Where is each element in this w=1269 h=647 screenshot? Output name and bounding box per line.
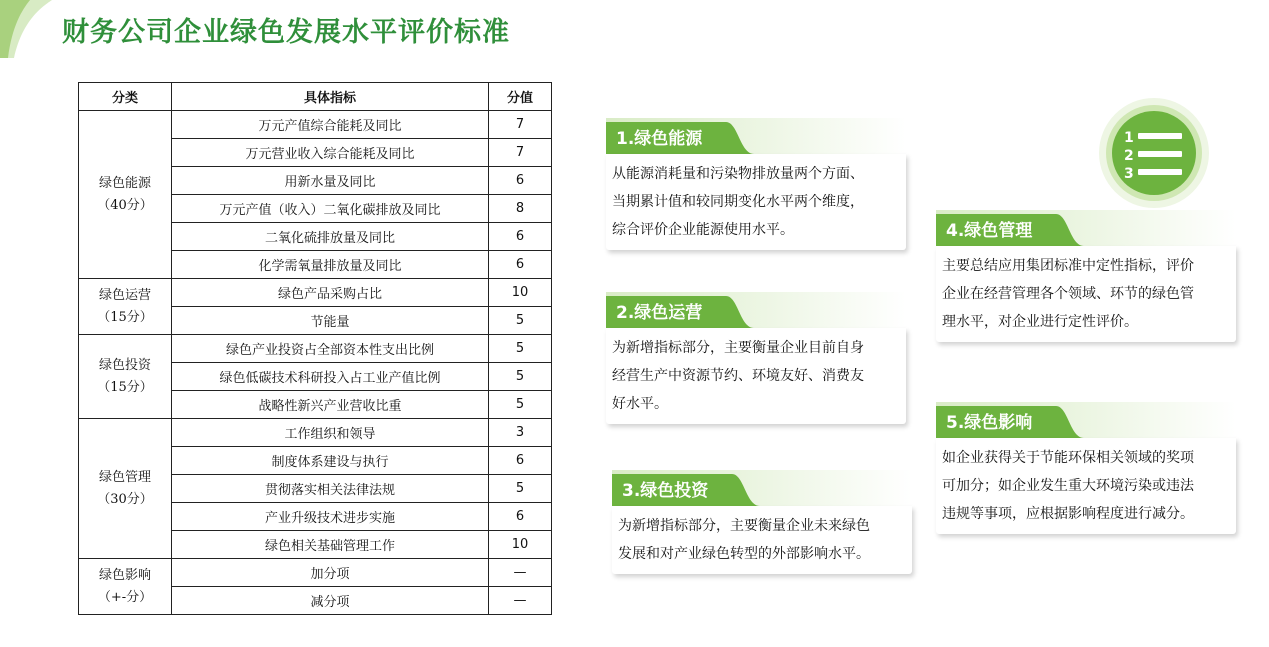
indicator-cell: 减分项 bbox=[172, 587, 489, 615]
score-cell: 7 bbox=[489, 139, 552, 167]
indicator-cell: 二氧化硫排放量及同比 bbox=[172, 223, 489, 251]
card-text-line: 综合评价企业能源使用水平。 bbox=[612, 222, 794, 238]
category-label: 绿色能源 bbox=[98, 175, 151, 191]
category-cell bbox=[79, 559, 172, 615]
logo-number-1: 1 bbox=[1124, 130, 1134, 146]
criteria-table bbox=[78, 82, 552, 615]
table-row bbox=[79, 111, 552, 139]
score-cell: 6 bbox=[489, 503, 552, 531]
card-header bbox=[606, 118, 906, 154]
category-label: （+-分） bbox=[97, 589, 153, 605]
indicator-cell: 用新水量及同比 bbox=[172, 167, 489, 195]
category-label: 绿色运营 bbox=[98, 287, 151, 303]
indicator-cell: 战略性新兴产业营收比重 bbox=[172, 391, 489, 419]
indicator-cell: 贯彻落实相关法律法规 bbox=[172, 475, 489, 503]
table-row bbox=[79, 559, 552, 587]
card-text-line: 可加分；如企业发生重大环境污染或违法 bbox=[942, 478, 1194, 494]
card-header bbox=[936, 402, 1236, 438]
indicator-cell: 万元产值（收入）二氧化碳排放及同比 bbox=[172, 195, 489, 223]
card-body bbox=[936, 438, 1236, 534]
card-text-line: 为新增指标部分，主要衡量企业未来绿色 bbox=[618, 518, 870, 534]
indicator-cell: 万元营业收入综合能耗及同比 bbox=[172, 139, 489, 167]
card-text-line: 从能源消耗量和污染物排放量两个方面、 bbox=[612, 166, 864, 182]
card-title: 5.绿色影响 bbox=[946, 413, 1033, 433]
logo-number-2: 2 bbox=[1124, 148, 1134, 164]
card-text-line: 如企业获得关于节能环保相关领域的奖项 bbox=[942, 450, 1194, 466]
card-body bbox=[606, 154, 906, 250]
score-cell: — bbox=[489, 559, 552, 587]
table-header-row bbox=[79, 83, 552, 111]
score-cell: 6 bbox=[489, 447, 552, 475]
indicator-cell: 绿色低碳技术科研投入占工业产值比例 bbox=[172, 363, 489, 391]
category-label: 绿色投资 bbox=[98, 357, 151, 373]
card-title: 4.绿色管理 bbox=[946, 221, 1033, 241]
indicator-cell: 绿色产业投资占全部资本性支出比例 bbox=[172, 335, 489, 363]
score-cell: — bbox=[489, 587, 552, 615]
score-cell: 5 bbox=[489, 335, 552, 363]
indicator-cell: 绿色产品采购占比 bbox=[172, 279, 489, 307]
card-text-line: 好水平。 bbox=[612, 396, 668, 412]
card-green-management bbox=[936, 210, 1236, 330]
score-cell: 6 bbox=[489, 251, 552, 279]
card-green-energy bbox=[606, 118, 906, 238]
card-body bbox=[936, 246, 1236, 342]
indicator-cell: 化学需氧量排放量及同比 bbox=[172, 251, 489, 279]
score-cell: 5 bbox=[489, 391, 552, 419]
card-green-operation bbox=[606, 292, 906, 412]
card-green-investment bbox=[612, 470, 912, 562]
category-cell bbox=[79, 111, 172, 279]
card-text-line: 企业在经营管理各个领域、环节的绿色管 bbox=[942, 286, 1194, 302]
header-indicator: 具体指标 bbox=[172, 83, 489, 111]
card-text-line: 经营生产中资源节约、环境友好、消费友 bbox=[612, 368, 864, 384]
indicator-cell: 工作组织和领导 bbox=[172, 419, 489, 447]
category-label: 绿色影响 bbox=[98, 567, 151, 583]
indicator-cell: 万元产值综合能耗及同比 bbox=[172, 111, 489, 139]
category-cell bbox=[79, 335, 172, 419]
card-header bbox=[936, 210, 1236, 246]
card-text-line: 为新增指标部分，主要衡量企业目前自身 bbox=[612, 340, 864, 356]
card-title: 3.绿色投资 bbox=[622, 481, 709, 501]
card-green-influence bbox=[936, 402, 1236, 522]
score-cell: 6 bbox=[489, 167, 552, 195]
logo-number-3: 3 bbox=[1124, 166, 1134, 182]
header-score: 分值 bbox=[489, 83, 552, 111]
table-row bbox=[79, 335, 552, 363]
numbered-list-icon bbox=[1098, 97, 1210, 209]
category-label: （30分） bbox=[97, 491, 153, 507]
indicator-cell: 绿色相关基础管理工作 bbox=[172, 531, 489, 559]
score-cell: 10 bbox=[489, 279, 552, 307]
category-cell bbox=[79, 279, 172, 335]
indicator-cell: 产业升级技术进步实施 bbox=[172, 503, 489, 531]
score-cell: 6 bbox=[489, 223, 552, 251]
card-text-line: 违规等事项，应根据影响程度进行减分。 bbox=[942, 506, 1194, 522]
indicator-cell: 节能量 bbox=[172, 307, 489, 335]
category-label: （40分） bbox=[97, 197, 153, 213]
indicator-cell: 制度体系建设与执行 bbox=[172, 447, 489, 475]
indicator-cell: 加分项 bbox=[172, 559, 489, 587]
card-title: 1.绿色能源 bbox=[616, 129, 703, 149]
table-row bbox=[79, 419, 552, 447]
score-cell: 10 bbox=[489, 531, 552, 559]
category-label: （15分） bbox=[97, 309, 153, 325]
category-label: 绿色管理 bbox=[98, 469, 151, 485]
card-title: 2.绿色运营 bbox=[616, 303, 703, 323]
score-cell: 7 bbox=[489, 111, 552, 139]
header-category: 分类 bbox=[79, 83, 172, 111]
table-body bbox=[79, 111, 552, 615]
corner-leaf-decoration bbox=[0, 0, 60, 58]
card-text-line: 理水平，对企业进行定性评价。 bbox=[942, 314, 1138, 330]
card-body bbox=[612, 506, 912, 574]
category-cell bbox=[79, 419, 172, 559]
card-text-line: 当期累计值和较同期变化水平两个维度， bbox=[612, 194, 864, 210]
score-cell: 5 bbox=[489, 307, 552, 335]
card-header bbox=[612, 470, 912, 506]
score-cell: 5 bbox=[489, 475, 552, 503]
card-text-line: 发展和对产业绿色转型的外部影响水平。 bbox=[618, 546, 870, 562]
score-cell: 8 bbox=[489, 195, 552, 223]
page-title: 财务公司企业绿色发展水平评价标准 bbox=[62, 17, 510, 48]
score-cell: 3 bbox=[489, 419, 552, 447]
card-body bbox=[606, 328, 906, 424]
table-row bbox=[79, 279, 552, 307]
score-cell: 5 bbox=[489, 363, 552, 391]
category-label: （15分） bbox=[97, 379, 153, 395]
card-text-line: 主要总结应用集团标准中定性指标，评价 bbox=[942, 258, 1194, 274]
card-header bbox=[606, 292, 906, 328]
